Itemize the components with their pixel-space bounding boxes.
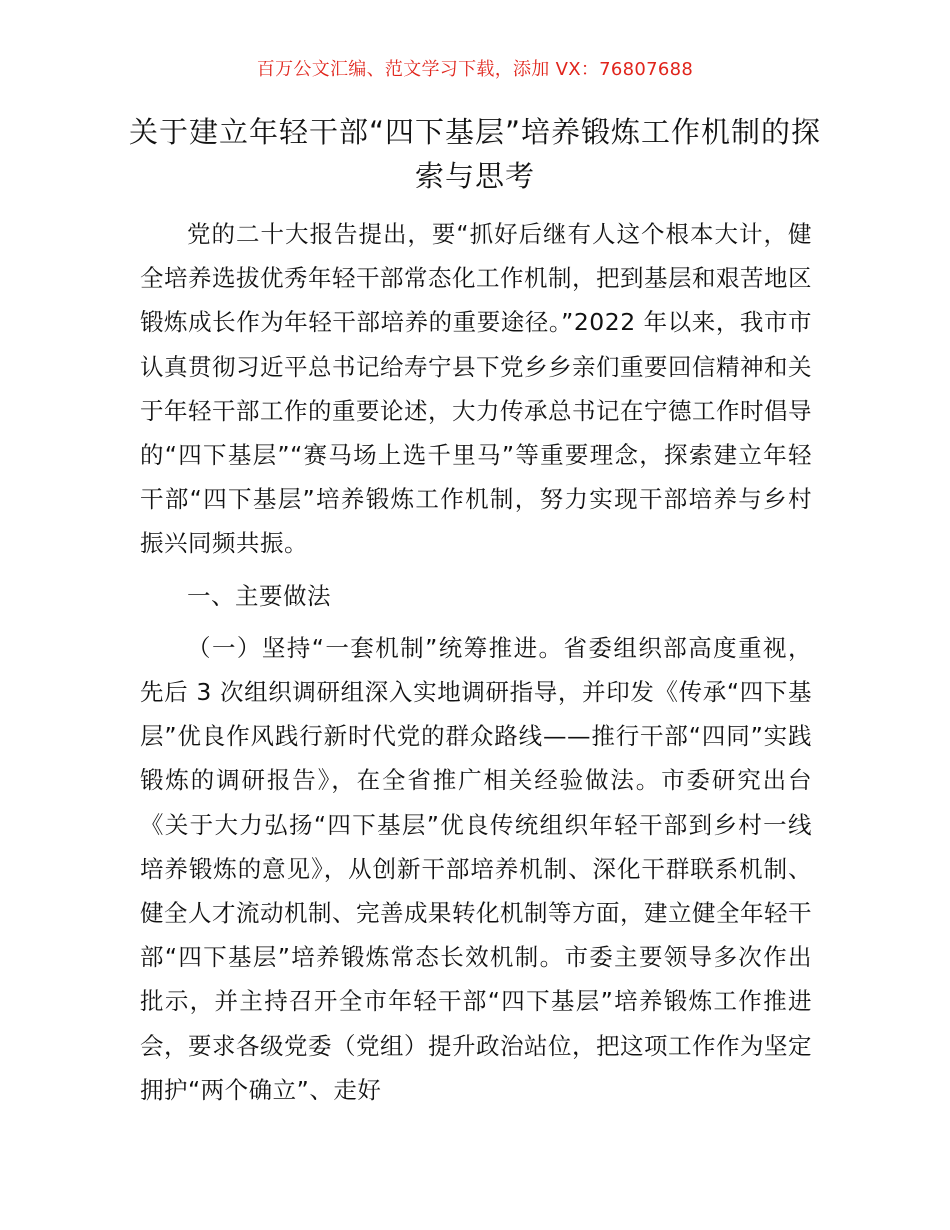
document-body — [140, 212, 812, 1112]
section-heading: 一、主要做法 — [187, 581, 331, 610]
body-paragraph: （一）坚持“一套机制”统筹推进。省委组织部高度重视，先后 3 次组织调研组深入实地调研指导，并印发《传承“四下基层”优良作风践行新时代党的群众路线——推行干部“四同”实践锻炼的调研报告》，在全省推广相关经验做法。市委研究出台《关于大力弘扬“四下基层”优良传统组织年轻干部到乡村一线培养锻炼的意见》，从创新干部培养机制、深化干群联系机制、健全人才流动机制、完善成果转化机制等方面，建立健全年轻干部“四下基层”培养锻炼常态长效机制。市委主要领导多次作出批示，并主持召开全市年轻干部“四下基层”培养锻炼工作推进会，要求各级党委（党组）提升政治站位，把这项工作作为坚定拥护“两个确立”、走好 — [140, 633, 812, 1104]
intro-paragraph: 党的二十大报告提出，要“抓好后继有人这个根本大计，健全培养选拔优秀年轻干部常态化工作机制，把到基层和艰苦地区锻炼成长作为年轻干部培养的重要途径。”2022 年以来，我市市认真贯彻习近平总书记给寿宁县下党乡乡亲们重要回信精神和关于年轻干部工作的重要论述，大力传承总书记在宁德工作时倡导的“四下基层”“赛马场上选千里马”等重要理念，探索建立年轻干部“四下基层”培养锻炼工作机制，努力实现干部培养与乡村振兴同频共振。 — [140, 220, 812, 558]
watermark-header: 百万公文汇编、范文学习下载，添加 VX：76807688 — [256, 59, 694, 80]
document-title: 关于建立年轻干部“四下基层”培养锻炼工作机制的探索与思考 — [128, 115, 822, 193]
